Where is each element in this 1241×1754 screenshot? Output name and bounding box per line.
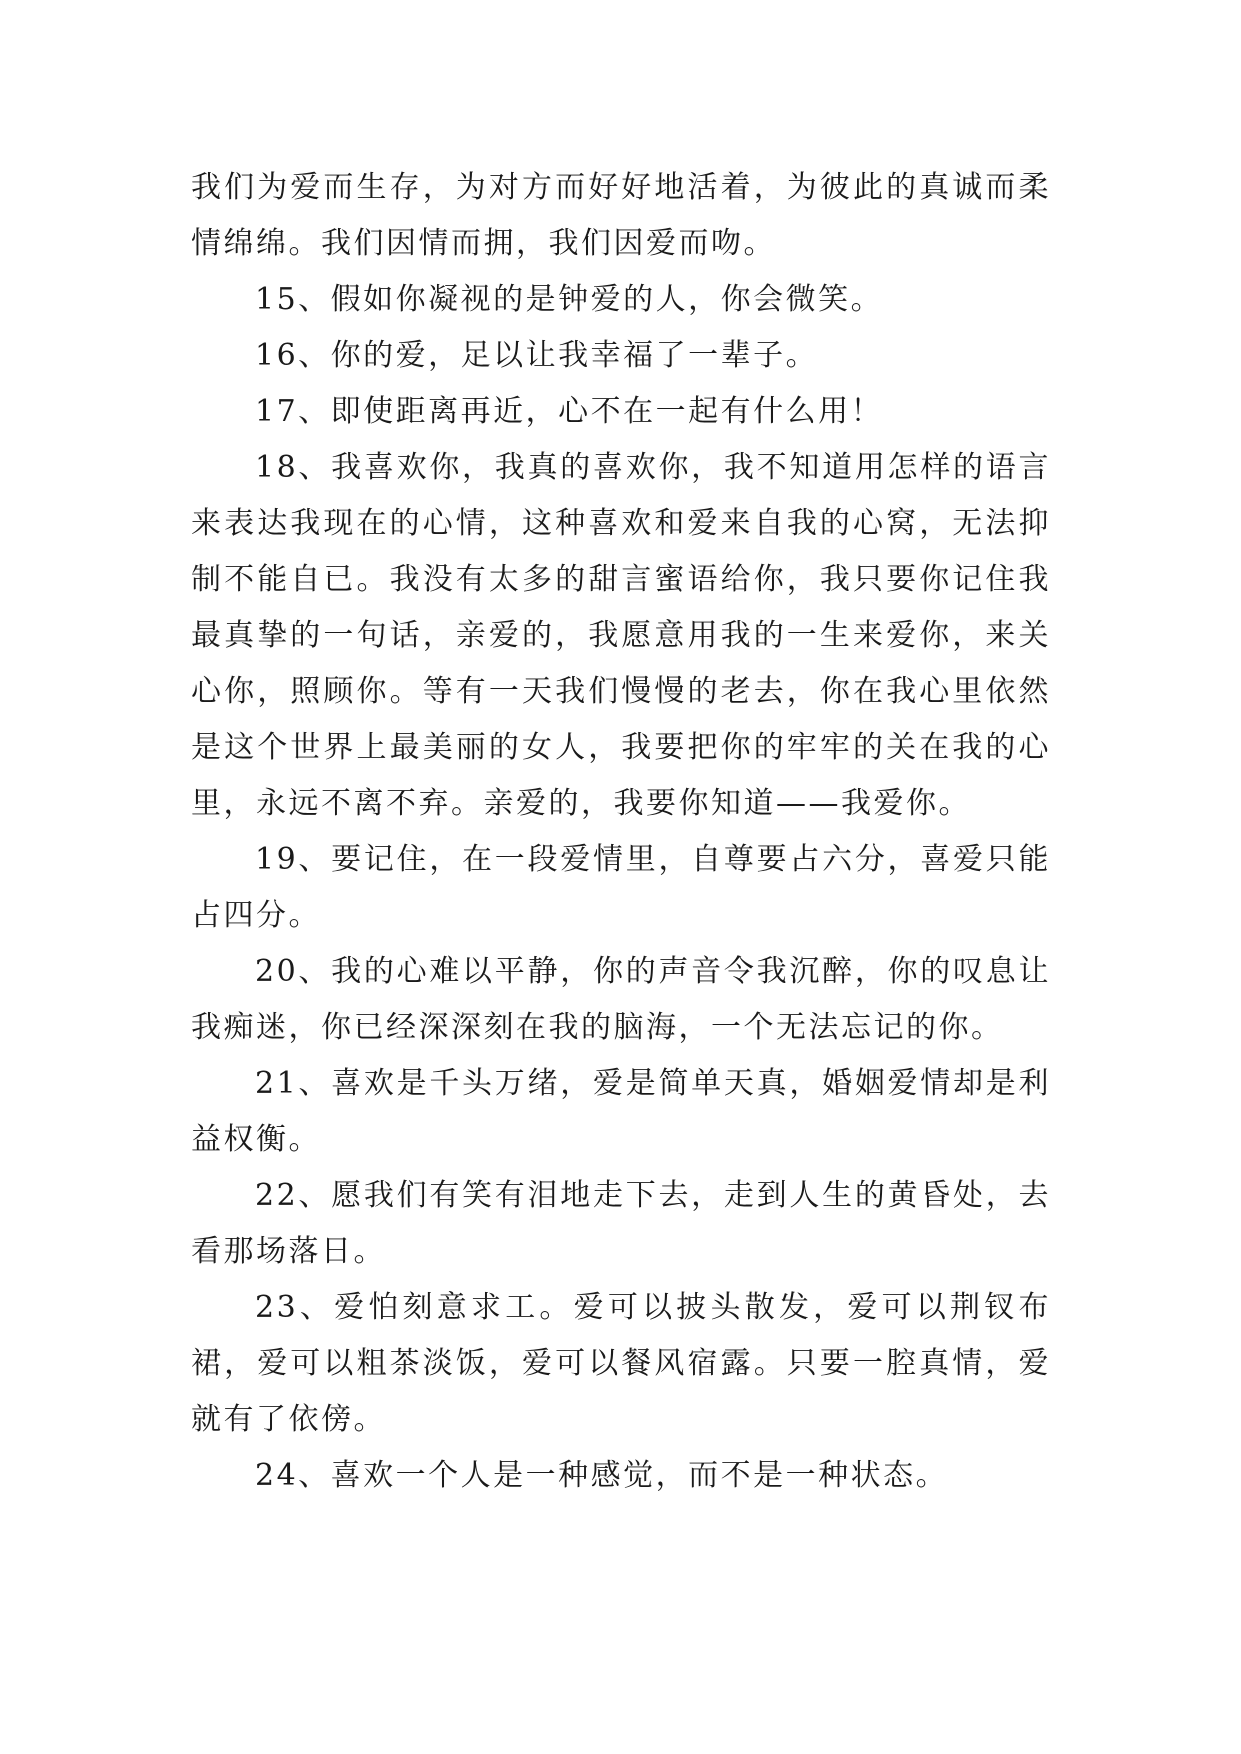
document-body [191, 160, 1051, 1504]
paragraph-20: 20、我的心难以平静，你的声音令我沉醉，你的叹息让我痴迷，你已经深深刻在我的脑海，一个无法忘记的你。 [191, 954, 1051, 1045]
paragraph-22: 22、愿我们有笑有泪地走下去，走到人生的黄昏处，去看那场落日。 [191, 1178, 1051, 1269]
paragraph-23: 23、爱怕刻意求工。爱可以披头散发，爱可以荆钗布裙，爱可以粗茶淡饭，爱可以餐风宿露。只要一腔真情，爱就有了依傍。 [191, 1290, 1051, 1437]
paragraph-21: 21、喜欢是千头万绪，爱是简单天真，婚姻爱情却是利益权衡。 [191, 1066, 1051, 1157]
paragraph-19: 19、要记住，在一段爱情里，自尊要占六分，喜爱只能占四分。 [191, 842, 1051, 933]
paragraph-16: 16、你的爱，足以让我幸福了一辈子。 [255, 338, 819, 373]
paragraph-17: 17、即使距离再近，心不在一起有什么用！ [255, 394, 884, 429]
paragraph-18: 18、我喜欢你，我真的喜欢你，我不知道用怎样的语言来表达我现在的心情，这种喜欢和爱来自我的心窝，无法抑制不能自已。我没有太多的甜言蜜语给你，我只要你记住我最真挚的一句话，亲爱的，我愿意用我的一生来爱你，来关心你，照顾你。等有一天我们慢慢的老去，你在我心里依然是这个世界上最美丽的女人，我要把你的牢牢的关在我的心里，永远不离不弃。亲爱的，我要你知道——我爱你。 [191, 450, 1051, 821]
paragraph-15: 15、假如你凝视的是钟爱的人，你会微笑。 [255, 282, 884, 317]
paragraph-24: 24、喜欢一个人是一种感觉，而不是一种状态。 [255, 1458, 949, 1493]
paragraph-continuation: 我们为爱而生存，为对方而好好地活着，为彼此的真诚而柔情绵绵。我们因情而拥，我们因爱而吻。 [191, 170, 1051, 261]
